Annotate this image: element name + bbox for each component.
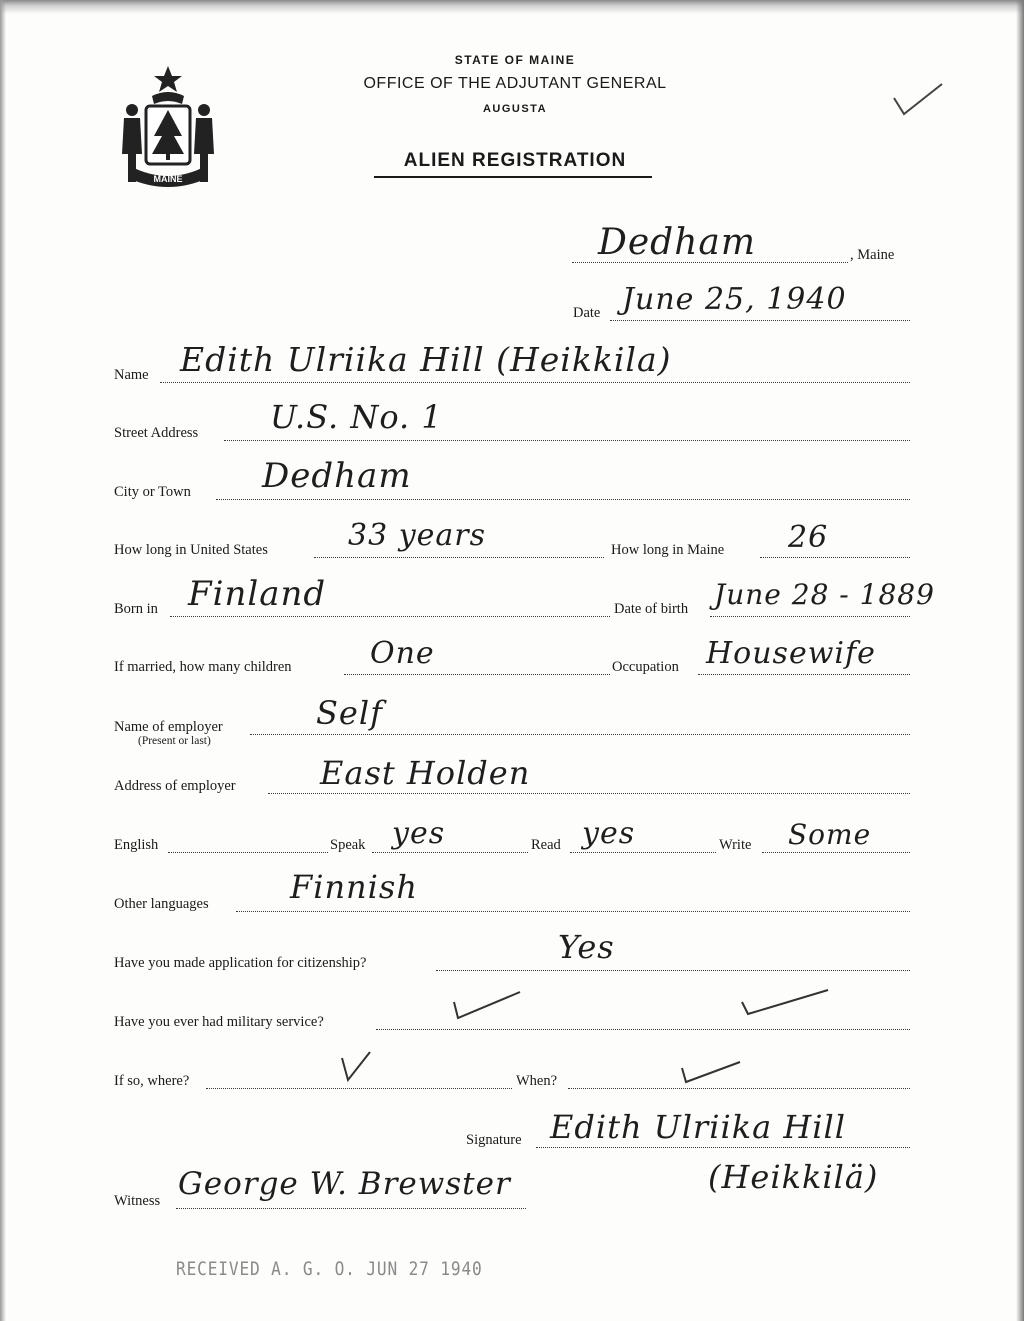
- citizenship-line: [436, 970, 910, 971]
- received-stamp: RECEIVED A. G. O. JUN 27 1940: [176, 1258, 483, 1280]
- other-languages-label: Other languages: [114, 896, 209, 912]
- signature-label: Signature: [466, 1132, 522, 1148]
- employer-name-label: Name of employer: [114, 719, 223, 735]
- street-address-label: Street Address: [114, 425, 199, 441]
- witness-line: [176, 1208, 526, 1209]
- write-entry: Some: [788, 818, 872, 851]
- citizenship-entry: Yes: [558, 928, 615, 966]
- employer-name-line: [250, 734, 910, 735]
- date-of-birth-entry: June 28 - 1889: [714, 578, 935, 611]
- occupation-line: [698, 674, 910, 675]
- read-label: Read: [531, 837, 561, 853]
- seal-banner-text: MAINE: [153, 174, 183, 184]
- page-title: ALIEN REGISTRATION: [403, 150, 627, 171]
- checkmark-icon: [336, 1048, 376, 1088]
- how-long-us-label: How long in United States: [114, 542, 268, 558]
- english-line: [168, 852, 328, 853]
- date-label: Date: [573, 305, 601, 321]
- city-line: [216, 499, 910, 500]
- maine-seal-icon: [112, 62, 224, 192]
- scan-edge-top: [0, 0, 1024, 14]
- other-languages-entry: Finnish: [290, 868, 418, 906]
- other-languages-line: [236, 911, 910, 912]
- read-line: [570, 852, 716, 853]
- write-label: Write: [719, 837, 752, 853]
- born-in-line: [170, 616, 610, 617]
- children-label: If married, how many children: [114, 659, 292, 675]
- checkmark-icon: [448, 986, 528, 1026]
- street-address-line: [224, 440, 910, 441]
- checkmark-icon: [736, 982, 836, 1022]
- header-office: OFFICE OF THE ADJUTANT GENERAL: [363, 75, 667, 92]
- english-label: English: [114, 837, 159, 853]
- employer-note-label: (Present or last): [138, 735, 211, 747]
- header-city: AUGUSTA: [482, 103, 548, 115]
- street-address-entry: U.S. No. 1: [270, 398, 443, 436]
- employer-address-entry: East Holden: [320, 754, 531, 792]
- occupation-label: Occupation: [612, 659, 679, 675]
- witness-entry: George W. Brewster: [178, 1166, 511, 1202]
- name-label: Name: [114, 367, 149, 383]
- employer-address-label: Address of employer: [114, 778, 236, 794]
- how-long-maine-entry: 26: [788, 520, 829, 555]
- speak-label: Speak: [330, 837, 366, 853]
- how-long-maine-label: How long in Maine: [611, 542, 725, 558]
- header-state: STATE OF MAINE: [454, 53, 576, 67]
- employer-name-entry: Self: [316, 694, 383, 732]
- city-entry: Dedham: [262, 456, 412, 496]
- signature-entry: Edith Ulriika Hill: [550, 1108, 846, 1146]
- scan-edge-left: [0, 0, 6, 1321]
- military-label: Have you ever had military service?: [114, 1014, 324, 1030]
- military-line: [376, 1029, 910, 1030]
- signature-entry-maiden: (Heikkilä): [708, 1158, 879, 1196]
- when-label: When?: [516, 1073, 558, 1089]
- born-in-label: Born in: [114, 601, 158, 617]
- name-line: [160, 382, 910, 383]
- city-label: City or Town: [114, 484, 191, 500]
- checkmark-icon: [676, 1058, 746, 1088]
- checkmark-icon: [888, 80, 948, 120]
- children-entry: One: [370, 636, 435, 671]
- speak-entry: yes: [392, 816, 446, 851]
- employer-address-line: [268, 793, 910, 794]
- if-so-where-line: [206, 1088, 512, 1089]
- how-long-us-line: [314, 557, 604, 558]
- how-long-maine-line: [760, 557, 910, 558]
- scan-edge-right: [1016, 0, 1024, 1321]
- speak-line: [372, 852, 528, 853]
- if-so-where-label: If so, where?: [114, 1073, 190, 1089]
- title-underline: [374, 176, 652, 178]
- citizenship-label: Have you made application for citizenship?: [114, 955, 367, 971]
- maine-suffix-label: , Maine: [850, 247, 895, 263]
- name-entry: Edith Ulriika Hill (Heikkila): [180, 340, 672, 379]
- born-in-entry: Finland: [188, 574, 327, 614]
- when-line: [568, 1088, 910, 1089]
- date-entry: June 25, 1940: [622, 282, 847, 317]
- occupation-entry: Housewife: [706, 636, 876, 671]
- signature-line: [536, 1147, 910, 1148]
- children-line: [344, 674, 610, 675]
- write-line: [762, 852, 910, 853]
- date-of-birth-line: [710, 616, 910, 617]
- witness-label: Witness: [114, 1193, 161, 1209]
- date-line: [610, 320, 910, 321]
- read-entry: yes: [582, 816, 636, 851]
- date-of-birth-label: Date of birth: [614, 601, 689, 617]
- town-entry: Dedham: [598, 222, 756, 263]
- how-long-us-entry: 33 years: [348, 518, 487, 553]
